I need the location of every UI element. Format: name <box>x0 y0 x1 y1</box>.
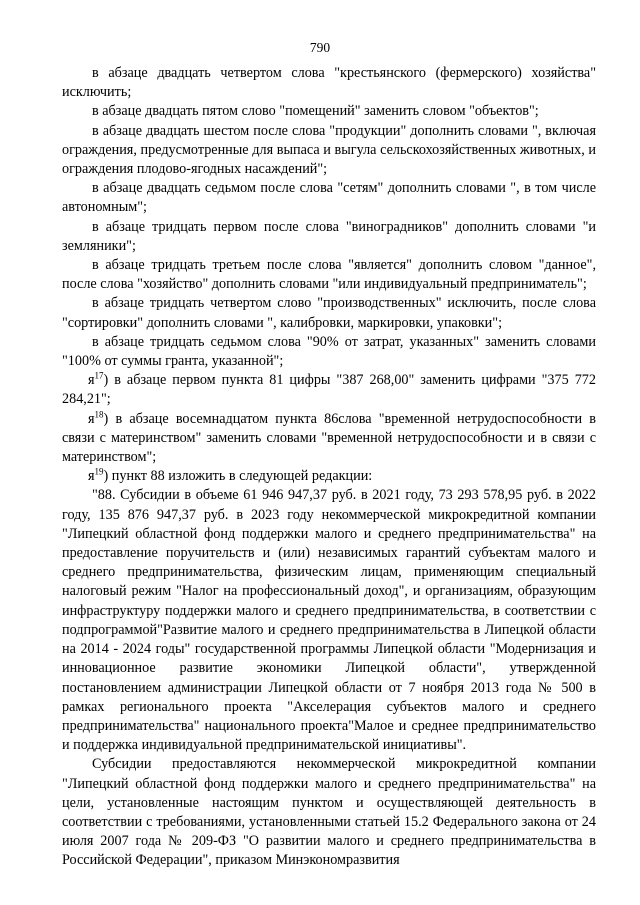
paragraph-6 <box>62 256 596 294</box>
paragraph-8 <box>62 333 596 371</box>
paragraph-text: в абзаце двадцать шестом после слова "продукции" дополнить словами ", включая ограждения, предусмотренные для выпаса и выгула сельскохозяйственных животных, и ограждения плодово-ягодных насаждений"; <box>62 122 596 178</box>
item-prefix: я <box>88 468 95 485</box>
paragraph-12 <box>62 486 596 755</box>
page-number: 790 <box>309 40 331 55</box>
paragraph-text: Субсидии предоставляются некоммерческой микрокредитной компании "Липецкий областной фонд поддержки малого и среднего предпринимательства" на цели, установленные настоящим пунктом и осуществляющей деятельность в соответствии с требованиями, установленными статьей 15.2 Федерального закона от 24 июля 2007 года № 209-ФЗ "О развитии малого и среднего предпринимательства в Российской Федерации", приказом Минэкономразвития <box>62 756 596 869</box>
paragraph-text: в абзаце двадцать пятом слово "помещений" заменить словом "объектов"; <box>92 103 539 120</box>
paragraph-text: в абзаце тридцать первом после слова "виноградников" дополнить словами "и земляники"; <box>62 218 596 254</box>
item-superscript: 18 <box>94 408 104 419</box>
paragraph-4 <box>62 179 596 217</box>
paragraph-9 <box>62 371 596 409</box>
item-prefix: я <box>88 372 95 389</box>
paragraph-text: ) в абзаце первом пункта 81 цифры "387 268,00" заменить цифрами "375 772 284,21"; <box>62 372 596 408</box>
paragraph-text: "88. Субсидии в объеме 61 946 947,37 руб. в 2021 году, 73 293 578,95 руб. в 2022 году, 135 876 947,37 руб. в 2023 году некоммерческой микрокредитной компании "Липецкий областной фонд поддержки малого и среднего предпринимательства" на предоставление поручительств и (или) независимых гарантий субъектам малого и среднего предпринимательства, физическим лицам, применяющим специальный налоговый режим "Налог на профессиональный доход", и организациям, образующим инфраструктуру поддержки малого и среднего предпринимательства, в соответствии с подпрограммой"Развитие малого и среднего предпринимательства в Липецкой области на 2014 - 2024 годы" государственной программы Липецкой области "Модернизация и инновационное развитие экономики Липецкой области", утвержденной постановлением администрации Липецкой области от 7 ноября 2013 года № 500 в рамках регионального проекта "Акселерация субъектов малого и среднего предпринимательства" национального проекта"Малое и среднее предпринимательство и поддержка индивидуальной предпринимательской инициативы". <box>62 487 596 754</box>
paragraph-7 <box>62 294 596 332</box>
paragraph-11 <box>62 467 596 486</box>
paragraph-text: в абзаце двадцать четвертом слова "крестьянского (фермерского) хозяйства" исключить; <box>62 65 596 101</box>
paragraph-text: ) в абзаце восемнадцатом пункта 86слова "временной нетрудоспособности в связи с материнством" заменить словами "временной нетрудоспособности и в связи с материнством"; <box>62 410 596 466</box>
paragraph-1 <box>62 64 596 102</box>
paragraph-text: ) пункт 88 изложить в следующей редакции: <box>103 468 373 485</box>
paragraph-text: в абзаце тридцать третьем после слова "является" дополнить словом "данное", после слова "хозяйство" дополнить словами "или индивидуальный предприниматель"; <box>62 257 596 293</box>
paragraph-text: в абзаце двадцать седьмом после слова "сетям" дополнить словами ", в том числе автономным"; <box>62 180 596 216</box>
item-prefix: я <box>88 410 95 427</box>
paragraph-5 <box>62 218 596 256</box>
paragraph-10 <box>62 410 596 468</box>
item-superscript: 17 <box>94 370 104 381</box>
paragraph-text: в абзаце тридцать седьмом слова "90% от затрат, указанных" заменить словами "100% от суммы гранта, указанной"; <box>62 333 596 370</box>
paragraph-text: в абзаце тридцать четвертом слово "производственных" исключить, после слова "сортировки" дополнить словами ", калибровки, маркировки, упаковки"; <box>62 295 596 331</box>
paragraph-2 <box>62 102 596 121</box>
item-superscript: 19 <box>94 466 104 477</box>
paragraph-13 <box>62 755 596 870</box>
document-body <box>62 64 596 871</box>
paragraph-3 <box>62 122 596 180</box>
